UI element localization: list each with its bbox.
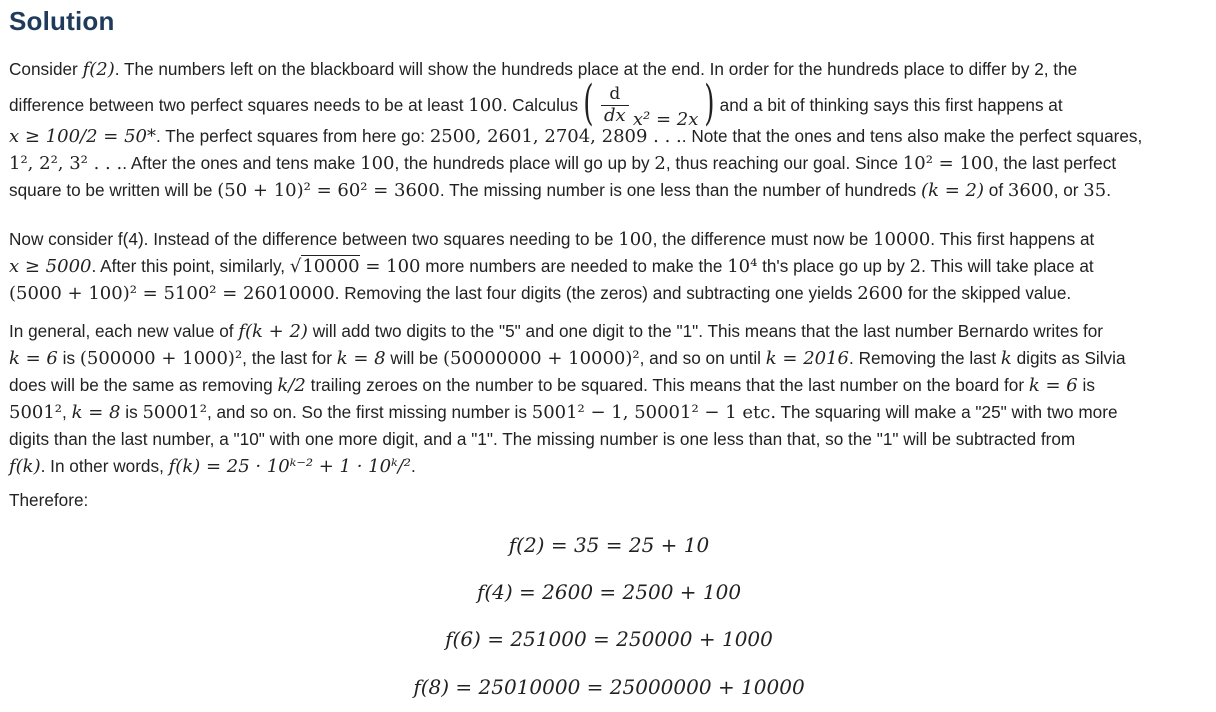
p2-line-3: (5000 + 100)² = 5100² = 26010000. Removing the last four digits (the zeros) and subtracting one yields 2600 for the skipped value. [9,283,1072,304]
p2-line-2: x ≥ 5000. After this point, similarly, √10000 = 100 more numbers are needed to make the 10⁴ th's place go up by 2. This will take place at [9,256,1094,277]
p3-line-2: k = 6 is (500000 + 1000)², the last for k = 8 will be (50000000 + 10000)², and so on until k = 2016. Removing the last k digits as Silvia [9,348,1126,369]
equation-f8: f(8) = 25010000 = 25000000 + 10000 [413,675,805,699]
p2-line-1: Now consider f(4). Instead of the difference between two squares needing to be 100, the difference must now be 10000. This first happens at [9,229,1095,250]
equation-f2: f(2) = 35 = 25 + 10 [508,533,710,557]
p1-line-5: square to be written will be (50 + 10)² = 60² = 3600. The missing number is one less than the number of hundreds (k = 2) of 3600, or 35. [9,180,1111,201]
paragraph-f2 [9,56,1209,204]
solution-heading: Solution [9,6,115,36]
p3-line-4: 5001², k = 8 is 50001², and so on. So the first missing number is 5001² − 1, 50001² − 1 etc. The squaring will make a "25" with two more [9,402,1118,423]
paragraph-f4 [9,226,1209,307]
p1-line-1: Consider f(2). The numbers left on the blackboard will show the hundreds place at the end. In order for the hundreds place to differ by 2, the [9,59,1078,80]
p3-line-1: In general, each new value of f(k + 2) will add two digits to the "5" and one digit to the "1". This means that the last number Bernardo writes for [9,321,1104,342]
therefore-label [9,487,1209,514]
equation-f6: f(6) = 251000 = 250000 + 1000 [445,627,773,651]
p3-line-3: does will be the same as removing k/2 trailing zeroes on the number to be squared. This means that the last number on the board for k = 6 is [9,375,1095,396]
paragraph-general [9,318,1209,480]
p3-line-6: f(k). In other words, f(k) = 25 · 10ᵏ⁻² + 1 · 10ᵏ/². [9,456,416,477]
equation-f4: f(4) = 2600 = 2500 + 100 [476,580,742,604]
p1-line-2: difference between two perfect squares needs to be at least 100. Calculus ( $\frac{d}{dx}$ x² = 2x ) and a bit of thinking says this first happens at [9,75,1063,132]
derivative-expression: ( $\frac{d}{dx}$ x² = 2x ) [583,75,715,132]
p3-line-5: digits than the last number, a "10" with one more digit, and a "1". The missing number is one less than that, so the "1" will be subtracted from [9,429,1076,449]
p1-line-4: 1², 2², 3² . . .. After the ones and tens make 100, the hundreds place will go up by 2, thus reaching our goal. Since 10² = 100, the last perfect [9,153,1117,174]
therefore-text: Therefore: [9,490,89,510]
p1-line-3: x ≥ 100/2 = 50*. The perfect squares from here go: 2500, 2601, 2704, 2809 . . .. Note that the ones and tens also make the perfect squares, [9,126,1143,147]
sqrt-radicand: 10000 [302,256,360,277]
